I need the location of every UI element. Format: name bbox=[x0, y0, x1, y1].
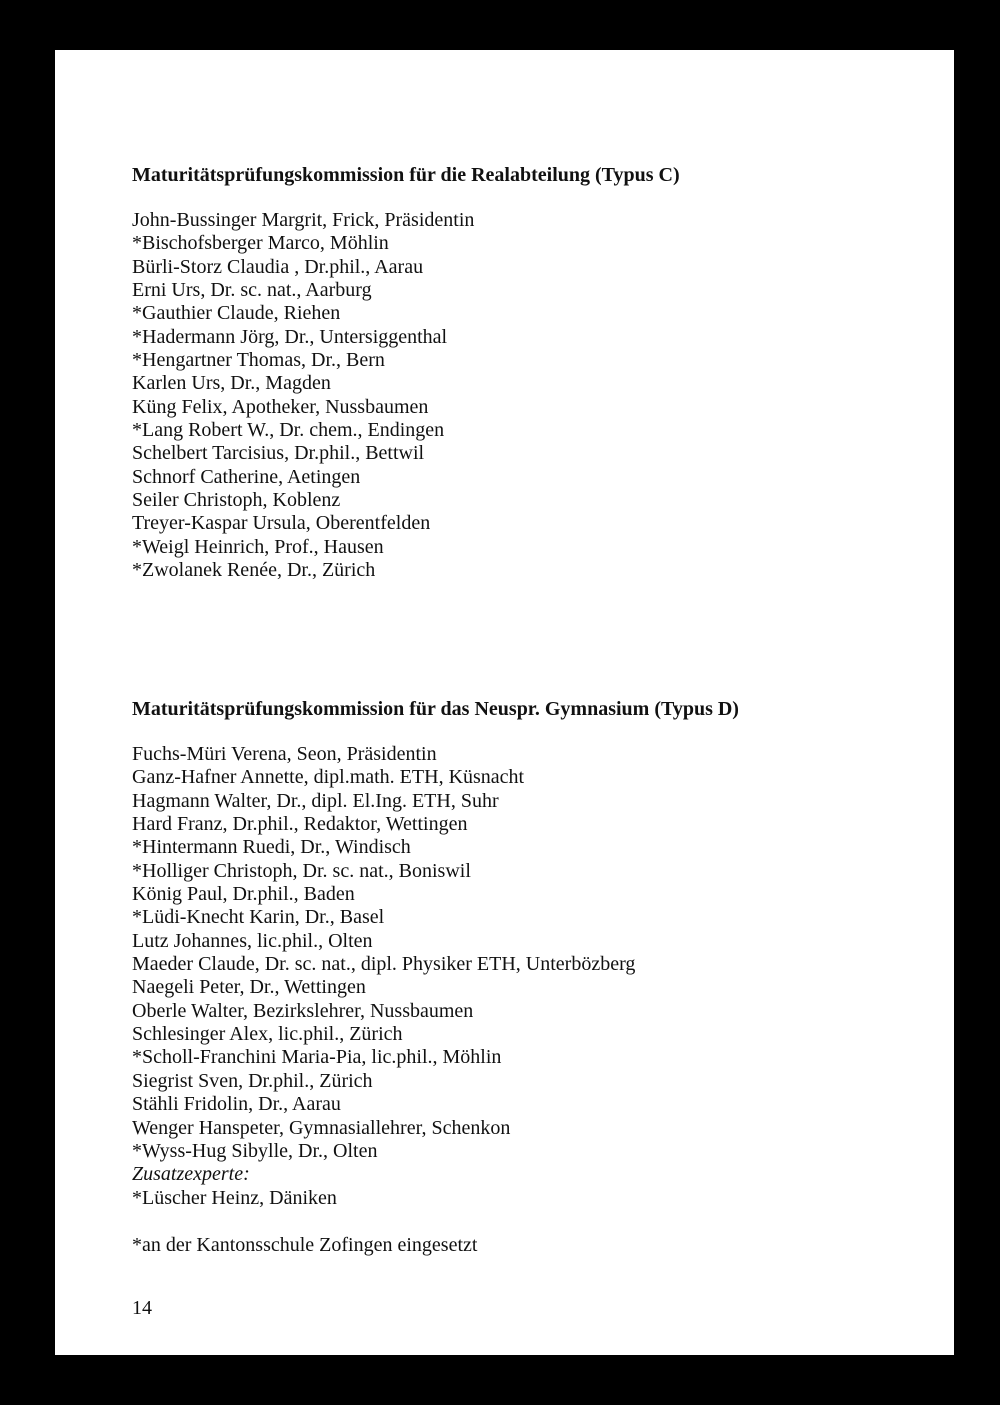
member-item: *Bischofsberger Marco, Möhlin bbox=[132, 232, 389, 255]
page-content bbox=[132, 164, 932, 1256]
member-item: Treyer-Kaspar Ursula, Oberentfelden bbox=[132, 512, 431, 535]
member-item: *Zwolanek Renée, Dr., Zürich bbox=[132, 559, 376, 582]
member-item: Ganz-Hafner Annette, dipl.math. ETH, Küsnacht bbox=[132, 766, 525, 789]
member-item: Schnorf Catherine, Aetingen bbox=[132, 465, 361, 488]
member-item: Hagmann Walter, Dr., dipl. El.Ing. ETH, Suhr bbox=[132, 789, 499, 812]
member-item: Erni Urs, Dr. sc. nat., Aarburg bbox=[132, 279, 372, 302]
member-item: Stähli Fridolin, Dr., Aarau bbox=[132, 1093, 341, 1116]
member-item: Hard Franz, Dr.phil., Redaktor, Wettingen bbox=[132, 813, 468, 836]
member-item: Lutz Johannes, lic.phil., Olten bbox=[132, 929, 373, 952]
member-item: Fuchs-Müri Verena, Seon, Präsidentin bbox=[132, 743, 437, 765]
additional-expert-item: *Lüscher Heinz, Däniken bbox=[132, 1186, 337, 1209]
member-item: *Hadermann Jörg, Dr., Untersiggenthal bbox=[132, 325, 448, 348]
member-item: Bürli-Storz Claudia , Dr.phil., Aarau bbox=[132, 255, 424, 278]
member-item: König Paul, Dr.phil., Baden bbox=[132, 883, 355, 906]
additional-expert-label: Zusatzexperte: bbox=[132, 1163, 250, 1186]
member-item: *Hengartner Thomas, Dr., Bern bbox=[132, 349, 385, 372]
member-item: *Hintermann Ruedi, Dr., Windisch bbox=[132, 836, 411, 859]
member-item: Wenger Hanspeter, Gymnasiallehrer, Schenkon bbox=[132, 1116, 511, 1139]
member-item: Siegrist Sven, Dr.phil., Zürich bbox=[132, 1069, 373, 1092]
member-item: Maeder Claude, Dr. sc. nat., dipl. Physiker ETH, Unterbözberg bbox=[132, 953, 636, 976]
section-d-member-list bbox=[132, 743, 739, 1210]
member-item: *Lüdi-Knecht Karin, Dr., Basel bbox=[132, 906, 385, 929]
page-number: 14 bbox=[132, 1297, 152, 1319]
member-item: Küng Felix, Apotheker, Nussbaumen bbox=[132, 395, 429, 418]
member-item: Schlesinger Alex, lic.phil., Zürich bbox=[132, 1023, 403, 1046]
section-typus-c bbox=[132, 164, 932, 583]
member-item: *Lang Robert W., Dr. chem., Endingen bbox=[132, 419, 445, 442]
member-item: Schelbert Tarcisius, Dr.phil., Bettwil bbox=[132, 442, 425, 465]
member-item: John-Bussinger Margrit, Frick, Präsidentin bbox=[132, 209, 475, 231]
member-item: *Scholl-Franchini Maria-Pia, lic.phil., Möhlin bbox=[132, 1046, 502, 1069]
section-d-heading: Maturitätsprüfungskommission für das Neuspr. Gymnasium (Typus D) bbox=[132, 698, 739, 720]
section-c-heading: Maturitätsprüfungskommission für die Realabteilung (Typus C) bbox=[132, 164, 680, 186]
member-item: Seiler Christoph, Koblenz bbox=[132, 489, 341, 512]
member-item: *Gauthier Claude, Riehen bbox=[132, 302, 341, 325]
member-item: Naegeli Peter, Dr., Wettingen bbox=[132, 976, 366, 999]
footnote: *an der Kantonsschule Zofingen eingesetzt bbox=[132, 1233, 478, 1256]
member-item: *Weigl Heinrich, Prof., Hausen bbox=[132, 535, 384, 558]
section-c-member-list bbox=[132, 209, 932, 583]
member-item: *Wyss-Hug Sibylle, Dr., Olten bbox=[132, 1139, 378, 1162]
member-item: Oberle Walter, Bezirkslehrer, Nussbaumen bbox=[132, 999, 474, 1022]
section-typus-d bbox=[132, 698, 739, 1257]
member-item: Karlen Urs, Dr., Magden bbox=[132, 372, 331, 395]
document-page bbox=[55, 50, 954, 1355]
member-item: *Holliger Christoph, Dr. sc. nat., Boniswil bbox=[132, 859, 471, 882]
